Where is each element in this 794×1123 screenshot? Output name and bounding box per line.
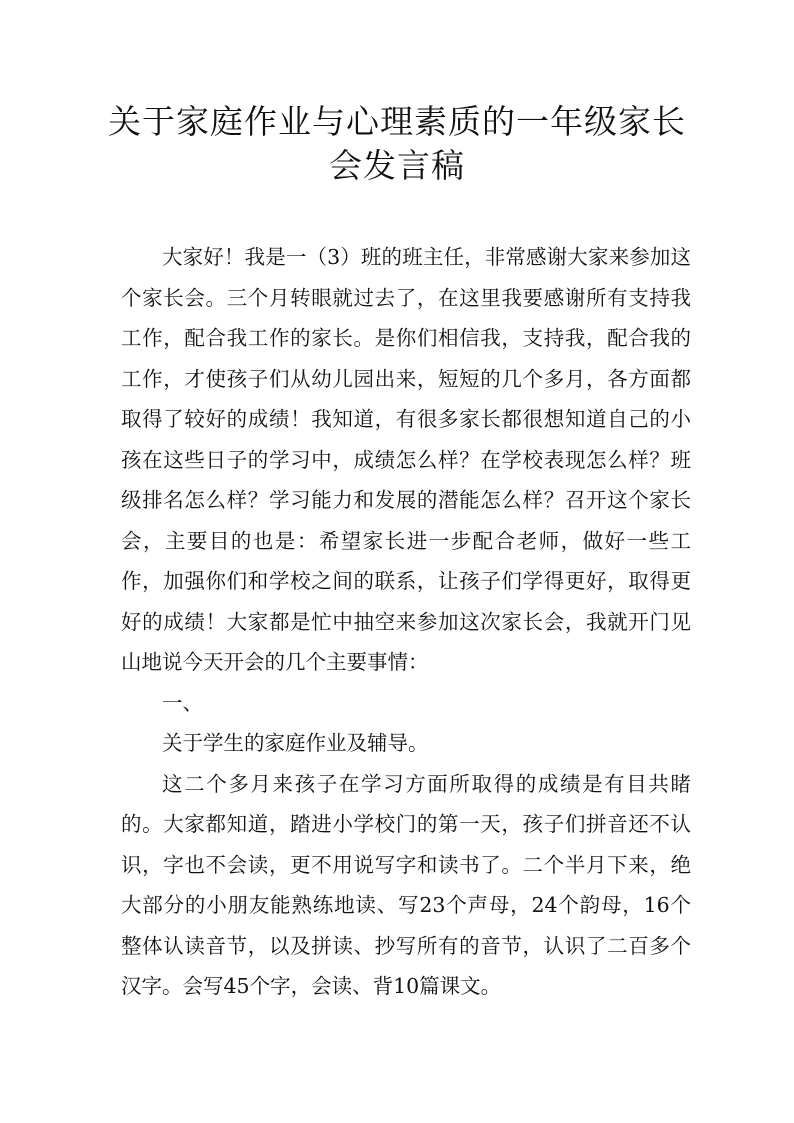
section-number: 一、 bbox=[162, 690, 203, 715]
title-line-2: 会发言稿 bbox=[329, 146, 465, 185]
title-line-1: 关于家庭作业与心理素质的一年级家长 bbox=[108, 102, 686, 141]
document-body bbox=[121, 237, 691, 1007]
paragraph-achievements: 这二个多月来孩子在学习方面所取得的成绩是有目共睹的。大家都知道，踏进小学校门的第一天，孩子们拼音还不认识，字也不会读，更不用说写字和读书了。二个半月下来，绝大部分的小朋友能熟练地读、写23个声母，24个韵母，16个整体认读音节，以及拼读、抄写所有的音节，认识了二百多个汉字。会写45个字，会读、背10篇课文。 bbox=[121, 771, 691, 998]
paragraph-greeting: 大家好！我是一（3）班的班主任，非常感谢大家来参加这个家长会。三个月转眼就过去了，在这里我要感谢所有支持我工作，配合我工作的家长。是你们相信我，支持我，配合我的工作，才使孩子们从幼儿园出来，短短的几个多月，各方面都取得了较好的成绩！我知道，有很多家长都很想知道自己的小孩在这些日子的学习中，成绩怎么样？在学校表现怎么样？班级排名怎么样？学习能力和发展的潜能怎么样？召开这个家长会，主要目的也是：希望家长进一步配合老师，做好一些工作，加强你们和学校之间的联系，让孩子们学得更好，取得更好的成绩！大家都是忙中抽空来参加这次家长会，我就开门见山地说今天开会的几个主要事情： bbox=[121, 245, 691, 674]
section-heading: 关于学生的家庭作业及辅导。 bbox=[162, 731, 429, 755]
page-title bbox=[105, 100, 689, 188]
